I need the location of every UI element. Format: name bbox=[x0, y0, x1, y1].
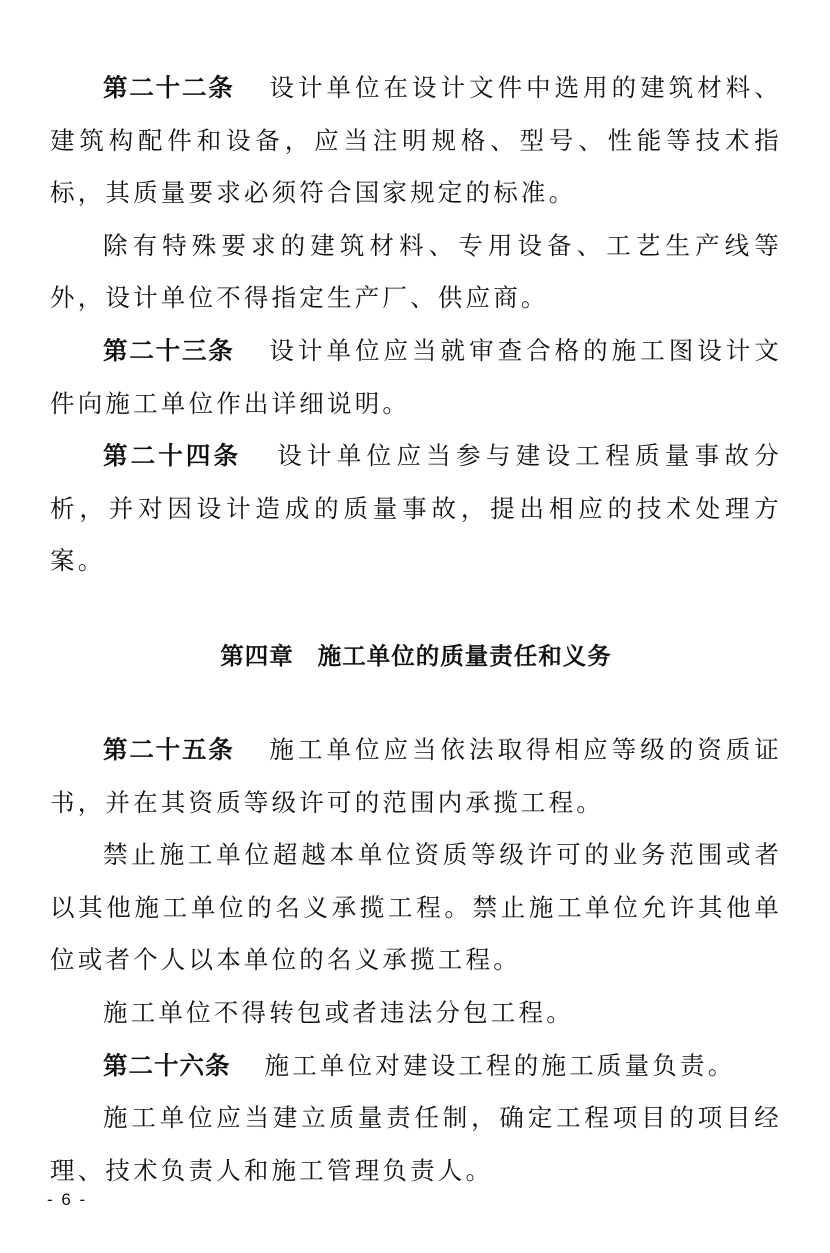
clause-text: 除有特殊要求的建筑材料、专用设备、工艺生产线等外，设计单位不得指定生产厂、供应商。 bbox=[50, 230, 782, 313]
article-text: 设计单位在设计文件中选用的建筑材料、建筑构配件和设备，应当注明规格、型号、性能等技术指标，其质量要求必须符合国家规定的标准。 bbox=[50, 73, 782, 208]
article-22-paragraph bbox=[50, 62, 782, 220]
article-number: 第二十五条 bbox=[103, 734, 235, 764]
article-text: 设计单位应当就审查合格的施工图设计文件向施工单位作出详细说明。 bbox=[50, 335, 782, 418]
article-number: 第二十三条 bbox=[103, 335, 235, 365]
article-25-clause-3 bbox=[50, 987, 782, 1040]
article-25-clause-2 bbox=[50, 829, 782, 987]
article-number: 第二十四条 bbox=[103, 441, 242, 471]
chapter-title: 施工单位的质量责任和义务 bbox=[317, 641, 612, 670]
clause-text: 禁止施工单位超越本单位资质等级许可的业务范围或者以其他施工单位的名义承揽工程。禁止施工单位允许其他单位或者个人以本单位的名义承揽工程。 bbox=[50, 840, 782, 975]
article-text: 施工单位应当依法取得相应等级的资质证书，并在其资质等级许可的范围内承揽工程。 bbox=[50, 734, 782, 817]
article-23-paragraph bbox=[50, 325, 782, 430]
article-25-paragraph bbox=[50, 724, 782, 829]
article-26-clause-2 bbox=[50, 1092, 782, 1197]
article-22-clause-2 bbox=[50, 220, 782, 325]
clause-text: 施工单位应当建立质量责任制，确定工程项目的项目经理、技术负责人和施工管理负责人。 bbox=[50, 1103, 782, 1185]
chapter-heading bbox=[50, 588, 782, 724]
article-26-paragraph bbox=[50, 1040, 782, 1093]
article-24-paragraph bbox=[50, 430, 782, 588]
article-text: 施工单位对建设工程的施工质量负责。 bbox=[264, 1050, 736, 1080]
chapter-number: 第四章 bbox=[220, 641, 294, 670]
article-text: 设计单位应当参与建设工程质量事故分析，并对因设计造成的质量事故，提出相应的技术处理方案。 bbox=[50, 441, 782, 576]
document-page bbox=[50, 62, 782, 1197]
clause-text: 施工单位不得转包或者违法分包工程。 bbox=[103, 997, 574, 1027]
article-number: 第二十六条 bbox=[103, 1050, 231, 1080]
article-number: 第二十二条 bbox=[103, 73, 235, 102]
page-number: - 6 - bbox=[47, 1190, 88, 1209]
